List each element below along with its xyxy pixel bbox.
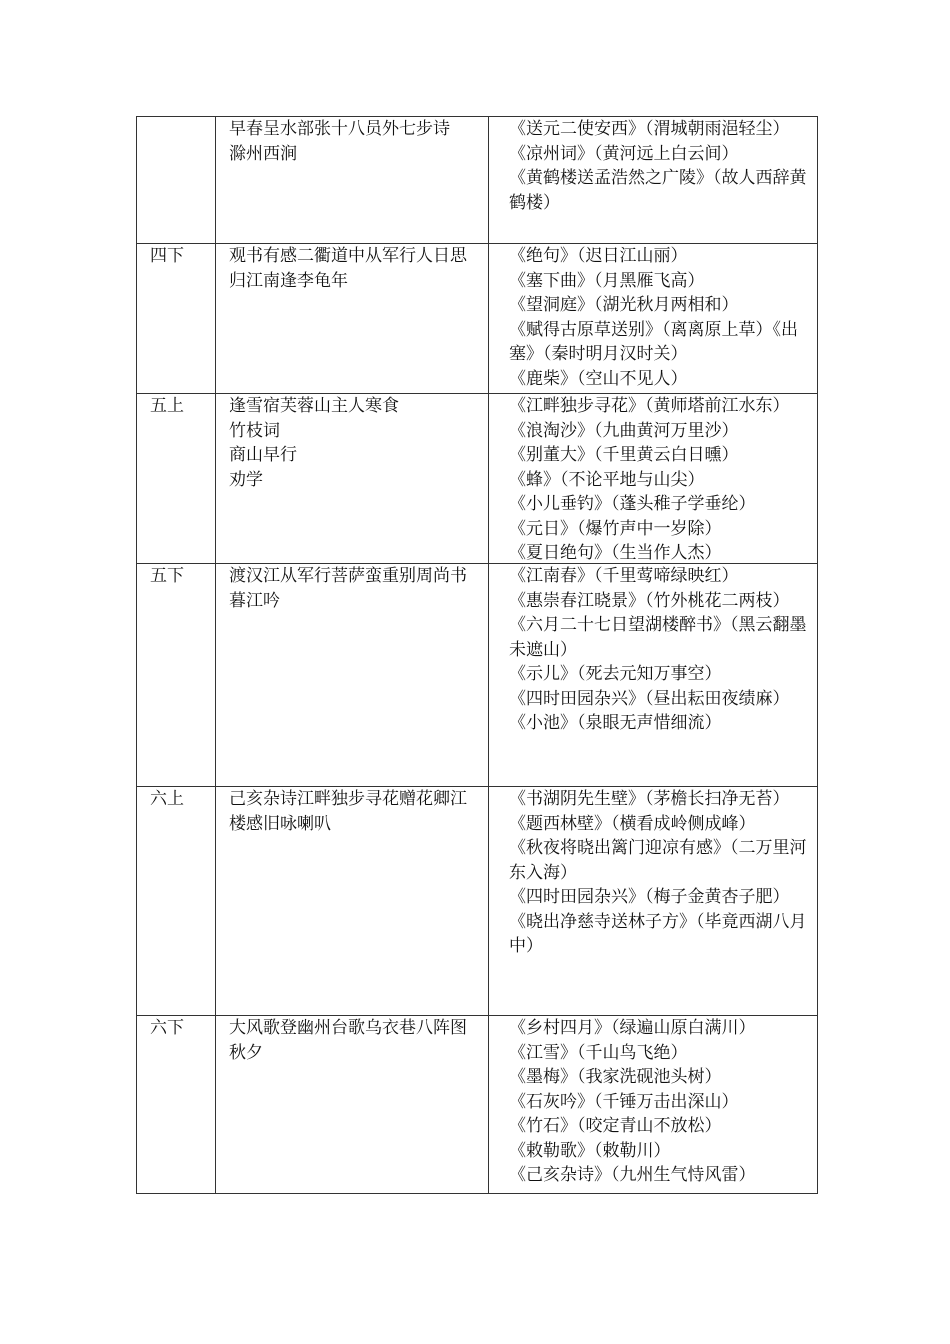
extended-poem [496, 517, 811, 542]
extended-poems-cell [489, 787, 818, 1016]
extended-poem-text: 《望洞庭》（湖光秋月两相和） [509, 295, 739, 315]
extended-poem-text: 《绝句》（迟日江山丽） [509, 246, 688, 266]
extended-poem [496, 1163, 811, 1188]
extended-poem [496, 910, 811, 959]
required-poem: 逢雪宿芙蓉山主人寒食 [229, 396, 399, 416]
extended-poem-text: 《黄鹤楼送孟浩然之广陵》（故人西辞黄鹤楼） [509, 168, 807, 213]
extended-poem [496, 687, 811, 712]
extended-poem-text: 《送元二使安西》（渭城朝雨浥轻尘）《凉州词》（黄河远上白云间） [509, 119, 790, 164]
extended-poem-text: 《赋得古原草送别》（离离原上草）《出塞》（秦时明月汉时关） [509, 319, 798, 364]
extended-poem-text: 《元日》（爆竹声中一岁除） [509, 518, 722, 539]
grade-cell: 六上 [137, 787, 216, 1016]
extended-poem-text: 《蜂》（不论平地与山尖） [509, 469, 705, 490]
extended-poem [496, 468, 811, 493]
extended-poem [496, 1114, 811, 1139]
extended-poem-text: 《敕勒歌》（敕勒川） [509, 1140, 671, 1161]
grade-cell: 四下 [137, 244, 216, 394]
extended-poem [496, 1016, 811, 1041]
extended-poem [496, 541, 811, 562]
extended-poem [496, 1139, 811, 1164]
extended-poem [496, 269, 811, 294]
extended-poem [496, 836, 811, 885]
extended-poem-text: 《六月二十七日望湖楼醉书》（黑云翻墨未遮山） [509, 615, 807, 660]
extended-poem [496, 492, 811, 517]
extended-poem [496, 662, 811, 687]
extended-poem-text: 《四时田园杂兴》（昼出耘田夜绩麻） [509, 688, 790, 709]
poem-table [136, 116, 818, 1194]
extended-poem [496, 166, 811, 215]
extended-poem-text: 《墨梅》（我家洗砚池头树） [509, 1067, 722, 1087]
extended-poem [496, 885, 811, 910]
grade-cell [137, 117, 216, 244]
extended-poem-text: 《小池》（泉眼无声惜细流） [509, 713, 722, 733]
extended-poems-cell [489, 1016, 818, 1194]
extended-poems-cell [489, 117, 818, 244]
extended-poem-text: 《江雪》（千山鸟飞绝） [509, 1042, 688, 1063]
extended-poem-text: 《晓出净慈寺送林子方》（毕竟西湖八月中） [509, 911, 807, 956]
grade-cell: 五下 [137, 564, 216, 787]
required-poems-cell [216, 117, 489, 244]
required-poems-cell [216, 564, 489, 787]
extended-poem [496, 812, 811, 837]
extended-poems-cell [489, 244, 818, 394]
extended-poem [496, 613, 811, 662]
extended-poem-text: 《江南春》（千里莺啼绿映红） [509, 566, 739, 586]
extended-poem [496, 711, 811, 736]
extended-poem-text: 《小儿垂钓》（蓬头稚子学垂纶） [509, 494, 756, 514]
extended-poem [496, 367, 811, 392]
required-poem: 观书有感二衢道中从军行人日思归江南逢李龟年 [229, 246, 467, 291]
extended-poem-text: 《惠崇春江晓景》（竹外桃花二两枝） [509, 590, 790, 611]
required-poems-cell [216, 394, 489, 564]
extended-poems-cell [489, 564, 818, 787]
required-poems-cell [216, 244, 489, 394]
required-poem: 竹枝词 [229, 420, 280, 441]
extended-poem-text: 《己亥杂诗》（九州生气恃风雷） [509, 1165, 756, 1185]
extended-poem-text: 《塞下曲》（月黑雁飞高） [509, 270, 705, 291]
extended-poem-text: 《题西林壁》（横看成岭侧成峰） [509, 813, 756, 834]
required-poems-cell [216, 1016, 489, 1194]
extended-poem-text: 《四时田园杂兴》（梅子金黄杏子肥） [509, 887, 790, 907]
required-poem: 商山早行 [229, 445, 297, 465]
required-poem: 早春呈水部张十八员外七步诗 [229, 119, 450, 139]
required-poem: 渡汉江从军行菩萨蛮重别周尚书暮江吟 [229, 566, 467, 611]
extended-poem [496, 1041, 811, 1066]
extended-poem-text: 《竹石》（咬定青山不放松） [509, 1116, 722, 1136]
extended-poem [496, 564, 811, 589]
table-row [137, 244, 818, 394]
extended-poem [496, 244, 811, 269]
extended-poem [496, 293, 811, 318]
extended-poem [496, 787, 811, 812]
extended-poem-text: 《书湖阴先生壁》（茅檐长扫净无苔） [509, 789, 790, 809]
extended-poem [496, 1065, 811, 1090]
extended-poem-text: 《江畔独步寻花》（黄师塔前江水东） [509, 396, 790, 416]
extended-poem [496, 318, 811, 367]
extended-poem-text: 《示儿》（死去元知万事空） [509, 664, 722, 684]
table-row [137, 117, 818, 244]
extended-poem-text: 《浪淘沙》（九曲黄河万里沙） [509, 420, 739, 441]
extended-poem-text: 《鹿柴》（空山不见人） [509, 368, 688, 389]
extended-poem-text: 《夏日绝句》（生当作人杰） [509, 543, 722, 562]
required-poem: 滁州西涧 [229, 143, 297, 164]
required-poem: 大风歌登幽州台歌乌衣巷八阵图秋夕 [229, 1018, 467, 1063]
extended-poem [496, 394, 811, 419]
extended-poem [496, 589, 811, 614]
table-row [137, 564, 818, 787]
extended-poem [496, 419, 811, 444]
table-row [137, 394, 818, 564]
extended-poem [496, 443, 811, 468]
table-row [137, 1016, 818, 1194]
extended-poem-text: 《别董大》（千里黄云白日曛） [509, 445, 739, 465]
extended-poem-text: 《乡村四月》（绿遍山原白满川） [509, 1018, 756, 1038]
extended-poems-cell [489, 394, 818, 564]
extended-poem [496, 117, 811, 166]
table-row [137, 787, 818, 1016]
grade-cell: 五上 [137, 394, 216, 564]
required-poem: 己亥杂诗江畔独步寻花赠花卿江楼感旧咏喇叭 [229, 789, 467, 834]
extended-poem [496, 1090, 811, 1115]
grade-cell: 六下 [137, 1016, 216, 1194]
required-poems-cell [216, 787, 489, 1016]
required-poem: 劝学 [229, 469, 263, 490]
extended-poem-text: 《石灰吟》（千锤万击出深山） [509, 1091, 739, 1112]
extended-poem-text: 《秋夜将晓出篱门迎凉有感》（二万里河东入海） [509, 838, 807, 883]
